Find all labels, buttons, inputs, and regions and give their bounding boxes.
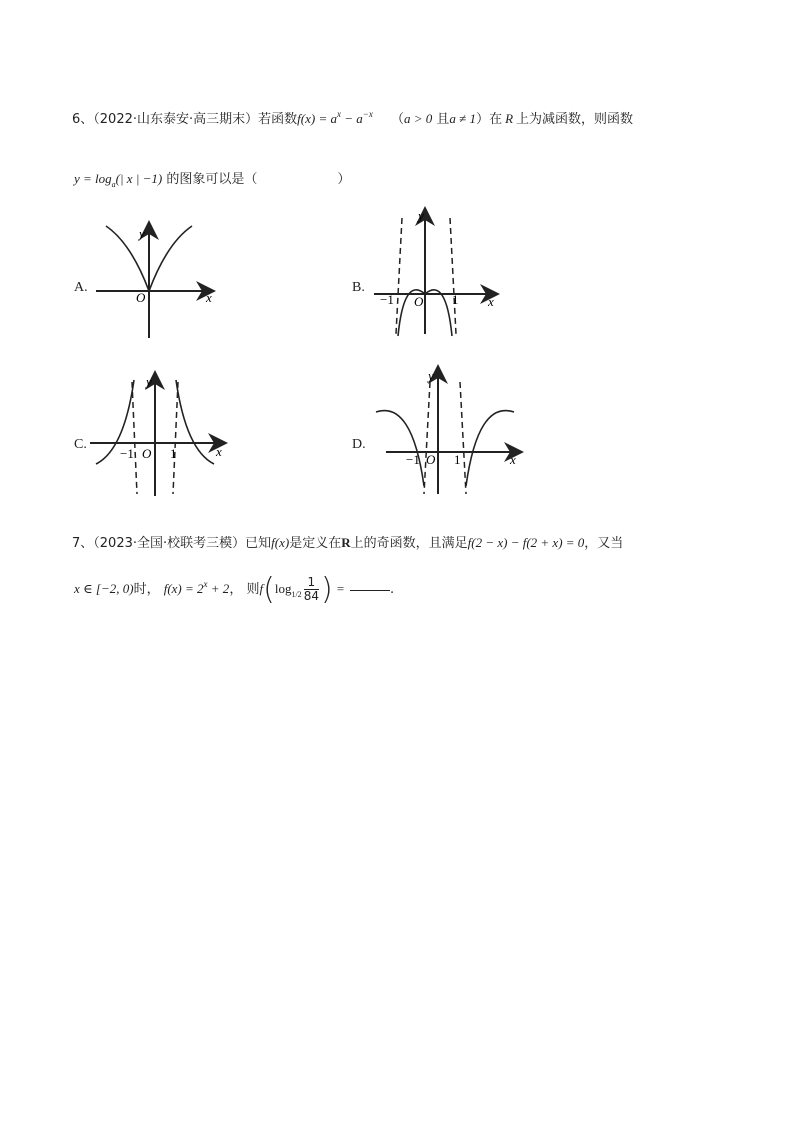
graph-b-tick-neg1: −1 (380, 292, 394, 307)
graph-d[interactable] (372, 366, 522, 498)
q7-line-1 (72, 532, 623, 551)
graph-d-origin: O (426, 452, 436, 467)
graph-c-tick-1: 1 (170, 446, 177, 461)
graph-b-tick-1: 1 (452, 292, 459, 307)
q6-text-graph: 的图象可以是（ (166, 172, 258, 187)
graph-a-y-label: y (139, 226, 145, 241)
q7-text-known: 已知 (245, 536, 272, 551)
graph-d-x-label: x (510, 452, 516, 467)
q7-answer-blank[interactable] (350, 590, 390, 591)
graph-d-tick-neg1: −1 (406, 452, 420, 467)
q7-set-r: R (341, 535, 351, 550)
q6-cond1: a > 0 (403, 111, 433, 126)
graph-c-x-label: x (216, 444, 222, 459)
q7-fx: f(x) (271, 535, 290, 550)
q7-equals: = (332, 581, 348, 596)
graph-d-asymptote-left (424, 382, 430, 494)
q7-text-odd: 上的奇函数，且满足 (350, 536, 468, 551)
q7-fraction: $\frac{1}{84}$ (303, 575, 319, 603)
q6-text-dec: 上为减函数，则函数 (516, 112, 634, 127)
graph-c-asymptote-left (132, 382, 137, 494)
q6-paren-close: ） (476, 112, 490, 127)
q7-fdef: $f(x) = 2^x + 2$ (163, 579, 230, 596)
q6-paren-end: ） (337, 172, 351, 187)
q6-line-1 (72, 108, 633, 127)
graph-b-y-label: y (418, 208, 424, 223)
graph-d-curve-left (376, 411, 424, 486)
q7-interval: x ∈ [−2, 0) (74, 581, 134, 596)
q7-text-also: ，又当 (584, 536, 624, 551)
q7-text-then: 则 (246, 582, 260, 597)
q7-text-def: 是定义在 (289, 536, 342, 551)
q7-number: 7、 (72, 536, 94, 551)
q7-f: f (259, 581, 264, 596)
graph-c-asymptote-right (173, 382, 178, 494)
q6-text-if: 若函数 (258, 112, 298, 127)
graph-b[interactable] (374, 208, 504, 340)
q6-function-2: $y = \log_a(|$ x | −1) (74, 171, 163, 189)
graph-b-origin: O (414, 294, 424, 309)
q6-set-r: R (505, 111, 514, 126)
graph-a-origin: O (136, 290, 146, 305)
q6-cond2: a ≠ 1 (449, 111, 477, 126)
option-d-label[interactable]: D. (352, 437, 366, 452)
graph-b-asymptote-right (450, 218, 456, 334)
q6-line-2 (74, 168, 350, 189)
graph-d-tick-1: 1 (454, 452, 461, 467)
graph-d-curve-right (466, 411, 514, 486)
graph-b-x-label: x (488, 294, 494, 309)
graph-c-curve-right (176, 380, 214, 464)
graph-c-y-label: y (146, 374, 152, 389)
q7-source: （2023·全国·校联考三模） (93, 536, 246, 551)
option-b-label[interactable]: B. (352, 280, 365, 295)
q6-function: $f(x) = a^x - a^{-x}$ (297, 109, 373, 126)
q6-source: （2022·山东泰安·高三期末） (93, 112, 259, 127)
q7-text-when: 时， (133, 582, 160, 597)
option-a-label[interactable]: A. (74, 280, 88, 295)
q7-comma: ， (229, 582, 243, 597)
graph-c-origin: O (142, 446, 152, 461)
graph-d-y-label: y (428, 368, 434, 383)
option-c-label[interactable]: C. (74, 437, 87, 452)
graph-c-tick-neg1: −1 (120, 446, 134, 461)
graph-a-x-label: x (206, 290, 212, 305)
graph-a[interactable] (96, 218, 226, 340)
graph-c[interactable] (90, 370, 230, 498)
q7-log: $\log_{1/2}$ (274, 581, 302, 599)
q7-line-2: x ∈ [−2, 0)时， $f(x) = 2^x + 2$， 则$f(\log_{1/2}$ $\frac{1}{84}$ ) = . (74, 572, 395, 607)
q7-equation: f(2 − x) − f(2 + x) = 0 (467, 535, 585, 550)
q6-number: 6、 (72, 112, 94, 127)
q6-text-on: 在 (489, 112, 503, 127)
q6-and: 且 (436, 112, 450, 127)
q6-paren-open: （ (390, 112, 404, 127)
graph-d-asymptote-right (460, 382, 466, 494)
q7-period: . (389, 582, 395, 597)
